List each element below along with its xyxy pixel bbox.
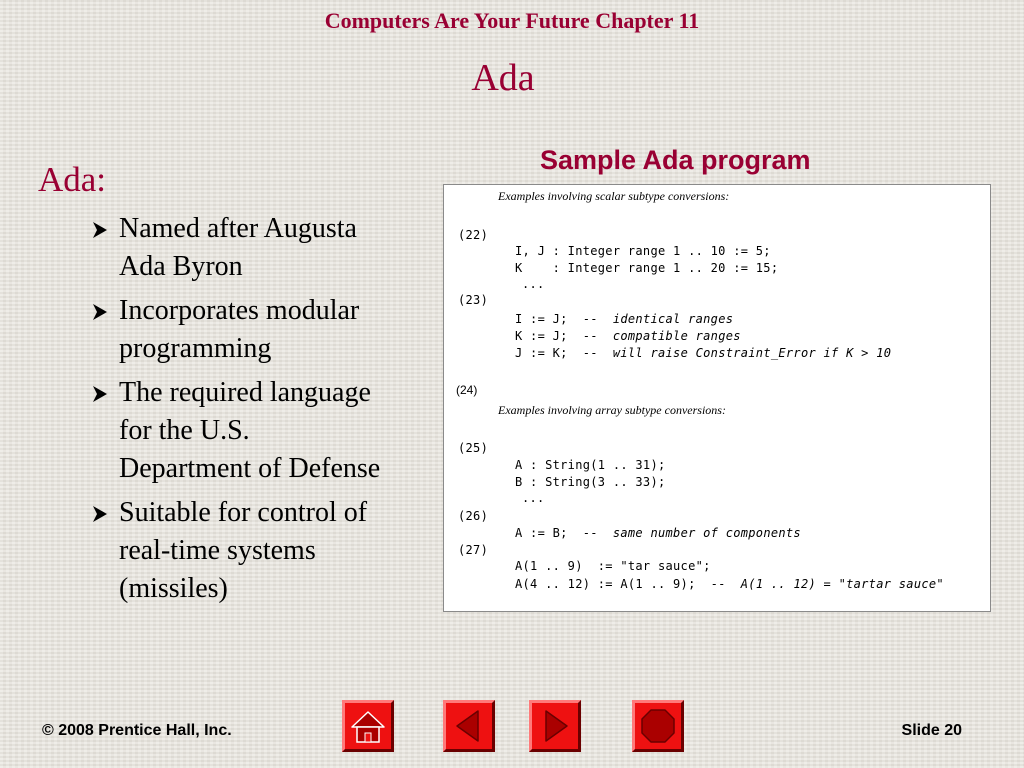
bullet-line: Named after Augusta: [119, 213, 357, 244]
paragraph-number: (22): [458, 228, 489, 242]
code-text: K := J; --: [515, 329, 598, 343]
paragraph-number: (26): [458, 509, 489, 523]
bullet-item: [88, 494, 448, 608]
code-line: [515, 526, 801, 540]
code-text: A := B; --: [515, 526, 598, 540]
code-comment: A(1 .. 12) = "tartar sauce": [740, 577, 944, 591]
code-sample-panel: [443, 184, 991, 612]
code-ellipsis: ...: [522, 277, 545, 291]
paragraph-number: (23): [458, 293, 489, 307]
code-line: [515, 346, 891, 360]
code-comment: same number of components: [612, 526, 801, 540]
array-examples-heading: Examples involving array subtype conversions:: [498, 403, 726, 417]
bullet-item: [88, 374, 448, 488]
section-heading: Ada:: [38, 160, 107, 199]
bullet-line: Ada Byron: [119, 251, 243, 282]
bullet-list: [88, 210, 448, 614]
previous-slide-button[interactable]: [443, 700, 495, 752]
code-line: K : Integer range 1 .. 20 := 15;: [515, 261, 779, 275]
arrow-bullet-icon: [90, 220, 110, 240]
home-button[interactable]: [342, 700, 394, 752]
code-comment: will raise Constraint_Error if K > 10: [612, 346, 892, 360]
slide-title: Ada: [471, 57, 535, 99]
code-text: A(4 .. 12) := A(1 .. 9); --: [515, 577, 726, 591]
next-slide-button[interactable]: [529, 700, 581, 752]
arrow-bullet-icon: [90, 504, 110, 524]
sample-program-title: Sample Ada program: [540, 145, 811, 175]
code-line: B : String(3 .. 33);: [515, 475, 666, 489]
scalar-examples-heading: Examples involving scalar subtype conversions:: [498, 189, 730, 203]
code-text: I := J; --: [515, 312, 598, 326]
code-text: J := K; --: [515, 346, 598, 360]
code-line: [515, 577, 944, 591]
stop-icon: [635, 703, 681, 749]
home-icon: [345, 703, 391, 749]
paragraph-number: (24): [456, 383, 478, 397]
paragraph-number: (27): [458, 543, 489, 557]
paragraph-number: (25): [458, 441, 489, 455]
bullet-line: (missiles): [119, 573, 228, 604]
code-line: A : String(1 .. 31);: [515, 458, 666, 472]
arrow-bullet-icon: [90, 302, 110, 322]
presentation-header: Computers Are Your Future Chapter 11: [324, 8, 700, 33]
bullet-item: [88, 210, 448, 286]
code-line: A(1 .. 9) := "tar sauce";: [515, 559, 711, 573]
bullet-line: programming: [119, 333, 272, 364]
bullet-line: real-time systems: [119, 535, 316, 566]
arrow-bullet-icon: [90, 384, 110, 404]
bullet-line: Department of Defense: [119, 453, 381, 484]
next-arrow-icon: [532, 703, 578, 749]
bullet-line: Incorporates modular: [119, 295, 360, 326]
end-show-button[interactable]: [632, 700, 684, 752]
code-line: I, J : Integer range 1 .. 10 := 5;: [515, 244, 771, 258]
slide-number: Slide 20: [901, 722, 962, 739]
bullet-line: for the U.S.: [119, 415, 250, 446]
bullet-line: The required language: [119, 377, 371, 408]
bullet-line: Suitable for control of: [119, 497, 368, 528]
copyright-notice: © 2008 Prentice Hall, Inc.: [42, 722, 232, 739]
previous-arrow-icon: [446, 703, 492, 749]
bullet-item: [88, 292, 448, 368]
code-ellipsis: ...: [522, 491, 545, 505]
code-comment: compatible ranges: [612, 329, 741, 343]
code-line: [515, 329, 741, 343]
code-comment: identical ranges: [612, 312, 734, 326]
code-line: [515, 312, 733, 326]
